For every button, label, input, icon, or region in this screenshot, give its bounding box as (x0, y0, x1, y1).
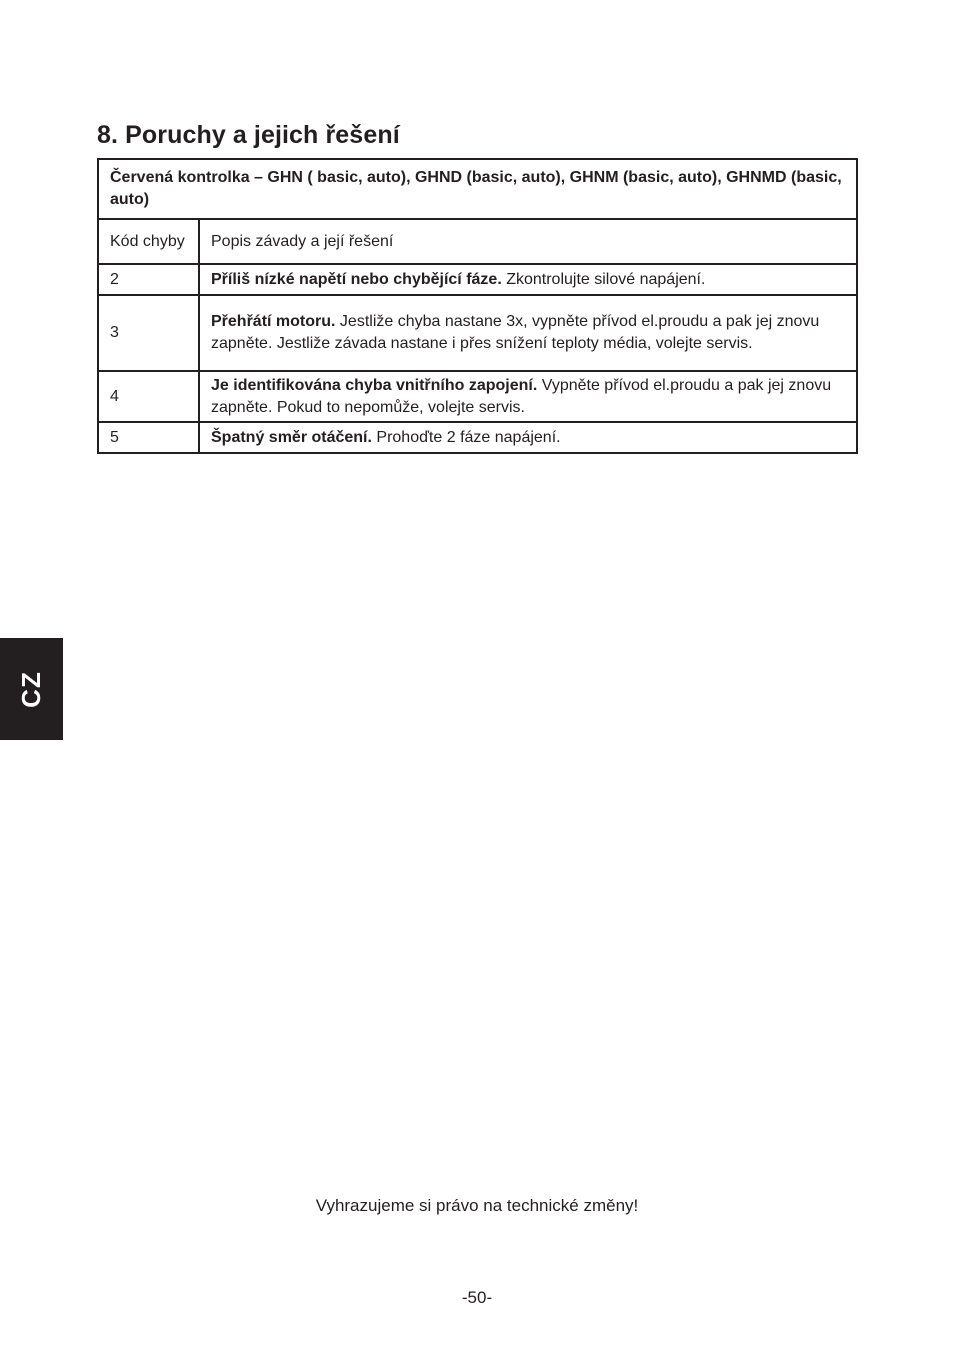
error-code: 4 (98, 371, 199, 422)
section-heading: 8. Poruchy a jejich řešení (97, 121, 400, 149)
error-description (199, 371, 857, 422)
language-tab (0, 638, 63, 740)
table-row (98, 264, 857, 295)
table-title: Červená kontrolka – GHN ( basic, auto), GHND (basic, auto), GHNM (basic, auto), GHNMD (basic, auto) (98, 159, 857, 219)
language-tab-label: CZ (15, 670, 46, 708)
page-number: -50- (461, 1288, 493, 1307)
column-header-description: Popis závady a její řešení (199, 219, 857, 264)
table-header-row (98, 159, 857, 219)
column-header-row (98, 219, 857, 264)
error-solution: Vypněte přívod el.proudu a pak jej znovu zapněte. Pokud to nepomůže, volejte servis. (211, 376, 832, 416)
error-description (199, 295, 857, 371)
error-code: 2 (98, 264, 199, 295)
table-row (98, 371, 857, 422)
error-description (199, 422, 857, 453)
error-title: Je identifikována chyba vnitřního zapojení. (211, 376, 538, 394)
error-title: Přehřátí motoru. (211, 313, 336, 330)
fault-table (97, 158, 858, 454)
error-title: Špatný směr otáčení. (211, 428, 372, 446)
column-header-code: Kód chyby (98, 219, 199, 264)
table-row (98, 422, 857, 453)
disclaimer: Vyhrazujeme si právo na technické změny! (315, 1196, 639, 1215)
error-solution: Zkontrolujte silové napájení. (501, 270, 706, 288)
error-code: 3 (98, 295, 199, 371)
error-solution: Jestliže chyba nastane 3x, vypněte přívod el.proudu a pak jej znovu zapněte. Jestliže závada nastane i přes snížení teploty média, volejte servis. (211, 313, 820, 352)
error-description (199, 264, 857, 295)
table-row (98, 295, 857, 371)
error-solution: Prohoďte 2 fáze napájení. (371, 428, 561, 446)
error-title: Příliš nízké napětí nebo chybějící fáze. (211, 270, 502, 288)
error-code: 5 (98, 422, 199, 453)
